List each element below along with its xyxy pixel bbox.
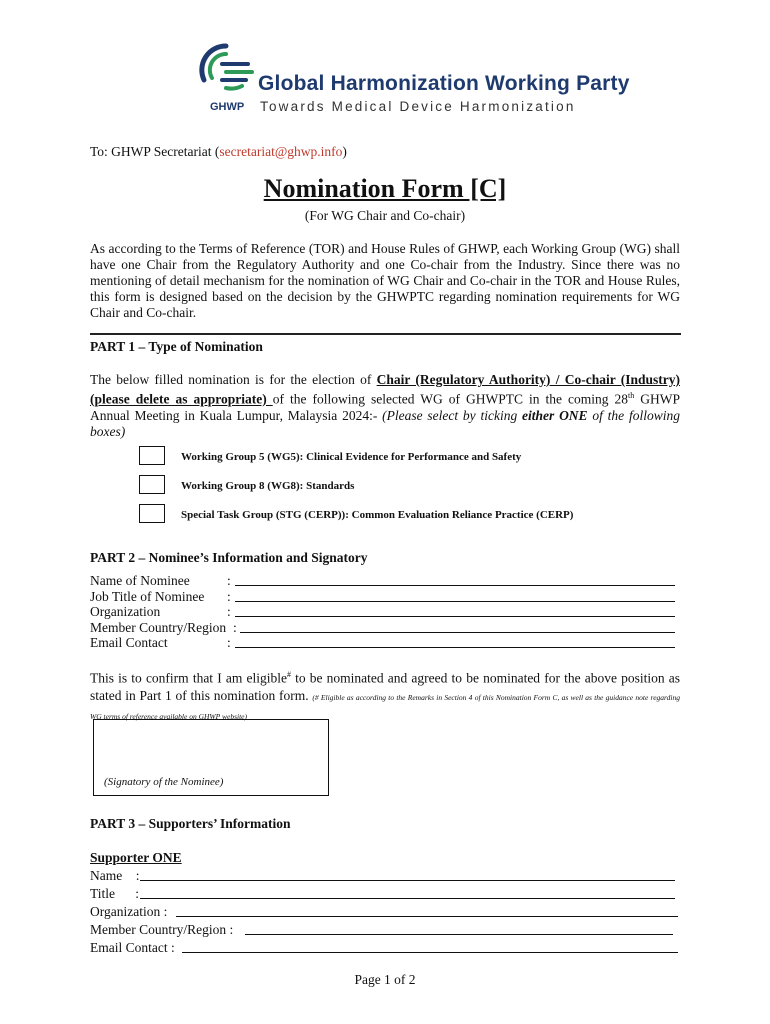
part1-text-g: of the following boxes)	[90, 407, 680, 439]
section-divider	[90, 333, 681, 335]
supporter-email-row	[90, 940, 682, 958]
stg-cerp-checkbox[interactable]	[139, 504, 165, 523]
nominee-title-row	[90, 589, 682, 605]
part3-heading: PART 3 – Supporters’ Information	[90, 816, 291, 831]
page-number: Page 1 of 2	[354, 972, 416, 987]
intro-paragraph: As according to the Terms of Reference (TOR) and House Rules of GHWP, each Working Group (WG) shall have one Chair from the Regulatory Authority and one Co-chair from the Industry. Since there was no mentioning of detail mechanism for the nomination of WG Chair and Co-chair in the TOR and House Rules, this form is designed based on the decision by the GHWPTC regarding nomination requirements for WG Chair and Co-chair.	[90, 241, 680, 320]
wg-option-1	[139, 446, 679, 468]
part1-role-selection: Chair (Regulatory Authority) / Co-chair (Industry) (please delete as appropriate)	[90, 372, 680, 407]
wg-option-2	[139, 475, 679, 497]
wg8-checkbox[interactable]	[139, 475, 165, 494]
nominee-org-row	[90, 604, 682, 620]
nominee-name-row	[90, 573, 682, 589]
supporter-one-title: Supporter ONE	[90, 850, 182, 865]
nominee-title-label: Job Title of Nominee	[90, 588, 205, 604]
supporter-email-label: Email Contact :	[90, 940, 175, 955]
confirm-text-a: This is to confirm that I am eligible	[90, 670, 287, 686]
supporter-title-field[interactable]	[140, 887, 675, 899]
logo-abbr: GHWP	[210, 101, 245, 113]
wg-option-3	[139, 504, 679, 526]
nominee-email-row	[90, 635, 682, 651]
secretariat-email-link[interactable]: secretariat@ghwp.info	[219, 144, 343, 159]
nominee-fields	[90, 573, 682, 651]
nominee-org-field[interactable]	[235, 605, 675, 617]
nominee-title-field[interactable]	[235, 590, 675, 602]
supporter-name-row	[90, 868, 682, 886]
part1-text-c: of the following selected WG of GHWPTC in the coming 28	[272, 391, 628, 407]
nominee-name-colon: :	[227, 573, 231, 588]
supporter-org-label: Organization :	[90, 904, 168, 919]
supporter-name-label: Name :	[90, 868, 140, 883]
supporter-country-row	[90, 922, 682, 940]
nominee-email-field[interactable]	[235, 636, 675, 648]
nominee-name-field[interactable]	[235, 574, 675, 586]
nominee-org-label: Organization	[90, 604, 161, 620]
supporter-org-field[interactable]	[176, 905, 678, 917]
nominee-org-colon: :	[227, 604, 231, 620]
supporter-country-field[interactable]	[245, 923, 673, 935]
to-line	[90, 144, 347, 160]
nominee-country-colon: :	[233, 619, 237, 635]
part2-heading: PART 2 – Nominee’s Information and Signatory	[90, 550, 368, 565]
logo-subtitle: Towards Medical Device Harmonization	[260, 99, 576, 114]
supporter-country-label: Member Country/Region :	[90, 922, 234, 937]
part1-text-a: The below filled nomination is for the election of	[90, 372, 377, 387]
wg5-checkbox[interactable]	[139, 446, 165, 465]
confirm-sup: #	[286, 670, 291, 679]
nominee-country-field[interactable]	[240, 621, 675, 633]
supporter-title-label: Title :	[90, 886, 140, 901]
supporter-email-field[interactable]	[182, 941, 678, 953]
supporter-title-row	[90, 886, 682, 904]
ghwp-logo	[196, 40, 630, 120]
part1-heading: PART 1 – Type of Nomination	[90, 339, 263, 354]
eligibility-confirmation	[90, 666, 680, 725]
to-prefix: To: GHWP Secretariat (	[90, 144, 220, 159]
nominee-signature-box[interactable]	[93, 719, 329, 796]
eligibility-note: (# Eligible as according to the Remarks in Section 4 of this Nomination Form C, as well as the guidance note regarding WG terms of reference available on GHWP website)	[90, 692, 681, 721]
ghwp-emblem-icon	[196, 40, 258, 98]
logo-title: Global Harmonization Working Party	[258, 72, 630, 95]
page-title: Nomination Form [C]	[263, 174, 507, 203]
signature-label: (Signatory of the Nominee)	[104, 776, 224, 788]
wg8-label: Working Group 8 (WG8): Standards	[181, 480, 355, 492]
part1-sup: th	[628, 391, 635, 400]
supporter-fields	[90, 868, 682, 958]
part1-text-e: (Please select by ticking	[382, 407, 523, 423]
part1-paragraph	[90, 372, 680, 440]
nominee-name-label: Name of Nominee	[90, 573, 190, 588]
part1-text-d: GHWP Annual Meeting in Kuala Lumpur, Malaysia 2024:-	[90, 391, 680, 423]
part1-text-f: either ONE	[522, 407, 588, 423]
nominee-country-row	[90, 620, 682, 636]
to-suffix: )	[342, 144, 347, 159]
supporter-org-row	[90, 904, 682, 922]
nominee-email-label: Email Contact	[90, 635, 168, 651]
wg5-label: Working Group 5 (WG5): Clinical Evidence for Performance and Safety	[181, 451, 522, 463]
nominee-email-colon: :	[227, 635, 231, 651]
nominee-country-label: Member Country/Region	[90, 619, 227, 635]
stg-cerp-label: Special Task Group (STG (CERP)): Common Evaluation Reliance Practice (CERP)	[181, 509, 574, 521]
nominee-title-colon: :	[227, 588, 231, 604]
supporter-name-field[interactable]	[140, 869, 675, 881]
confirm-text-b: to be nominated and agreed to be nominated for the above position as stated in Part 1 of this nomination form.	[90, 670, 681, 703]
form-subtitle: (For WG Chair and Co-chair)	[304, 208, 466, 223]
